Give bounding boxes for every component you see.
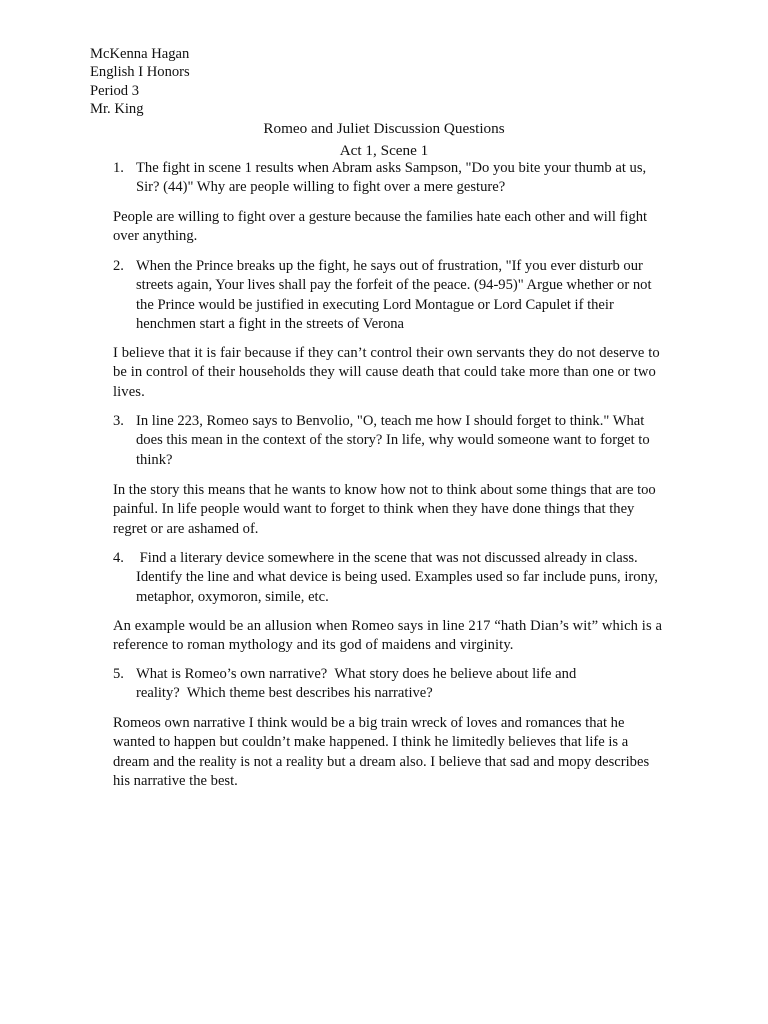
teacher-name: Mr. King [90,101,144,118]
answer-line: lives. [113,383,145,400]
header-block [90,45,390,119]
question-number: 2. [113,258,124,274]
answer-line: wanted to happen but couldn’t make happened. I think he limitedly believes that life is a [113,734,629,751]
question-line: Find a literary device somewhere in the scene that was not discussed already in class. [136,550,638,566]
question-number: 4. [113,550,124,566]
question-number: 1. [113,160,124,176]
question-line: The fight in scene 1 results when Abram asks Sampson, "Do you bite your thumb at us, [136,160,647,176]
question-text [136,412,696,470]
answer-1 [113,208,693,247]
answer-2 [113,344,693,402]
answer-line: regret or are ashamed of. [113,520,259,537]
answer-4 [113,617,693,656]
question-number: 5. [113,666,124,682]
question-line: the Prince would be justified in executing Lord Montague or Lord Capulet if their [136,296,614,313]
answer-line: An example would be an allusion when Romeo says in line 217 “hath Dian’s wit” which is a [113,618,663,634]
answer-line: People are willing to fight over a gesture because the families hate each other and will fight [113,209,648,225]
answer-line: dream and the reality is not a reality but a dream also. I believe that sad and mopy describes [113,753,650,770]
answer-line: his narrative the best. [113,773,238,790]
answer-3 [113,481,693,539]
question-line: When the Prince breaks up the fight, he says out of frustration, "If you ever disturb our [136,258,643,274]
student-name: McKenna Hagan [90,46,190,62]
document-title: Romeo and Juliet Discussion Questions [263,120,505,137]
answer-line: I believe that it is fair because if they can’t control their own servants they do not deserve to [113,345,660,361]
question-line: reality? Which theme best describes his narrative? [136,685,433,702]
answer-5 [113,714,693,792]
question-line: What is Romeo’s own narrative? What story does he believe about life and [136,666,577,682]
question-line: think? [136,451,173,468]
answer-line: reference to roman mythology and its god of maidens and virginity. [113,637,514,654]
question-line: metaphor, oxymoron, simile, etc. [136,588,329,605]
question-text [136,257,696,335]
class-period: Period 3 [90,82,140,99]
question-line: In line 223, Romeo says to Benvolio, "O, teach me how I should forget to think." What [136,413,645,429]
question-line: does this mean in the context of the story? In life, why would someone want to forget to [136,432,650,449]
question-line: streets again, Your lives shall pay the forfeit of the peace. (94-95)" Argue whether or not [136,277,652,294]
answer-line: over anything. [113,228,198,245]
question-text [136,549,696,607]
question-text [136,159,696,198]
question-number: 3. [113,413,124,429]
course-name: English I Honors [90,64,190,81]
answer-line: be in control of their households they will cause death that could take more than one or two [113,364,656,381]
answer-line: Romeos own narrative I think would be a big train wreck of loves and romances that he [113,715,625,731]
question-line: Sir? (44)" Why are people willing to fight over a mere gesture? [136,179,506,196]
question-line: henchmen start a fight in the streets of Verona [136,316,405,333]
answer-line: In the story this means that he wants to know how not to think about some things that are too [113,482,656,498]
question-text [136,665,696,704]
question-line: Identify the line and what device is being used. Examples used so far include puns, irony, [136,569,658,586]
answer-line: painful. In life people would want to forget to think when they have done things that they [113,501,635,518]
document-subtitle: Act 1, Scene 1 [339,142,429,159]
